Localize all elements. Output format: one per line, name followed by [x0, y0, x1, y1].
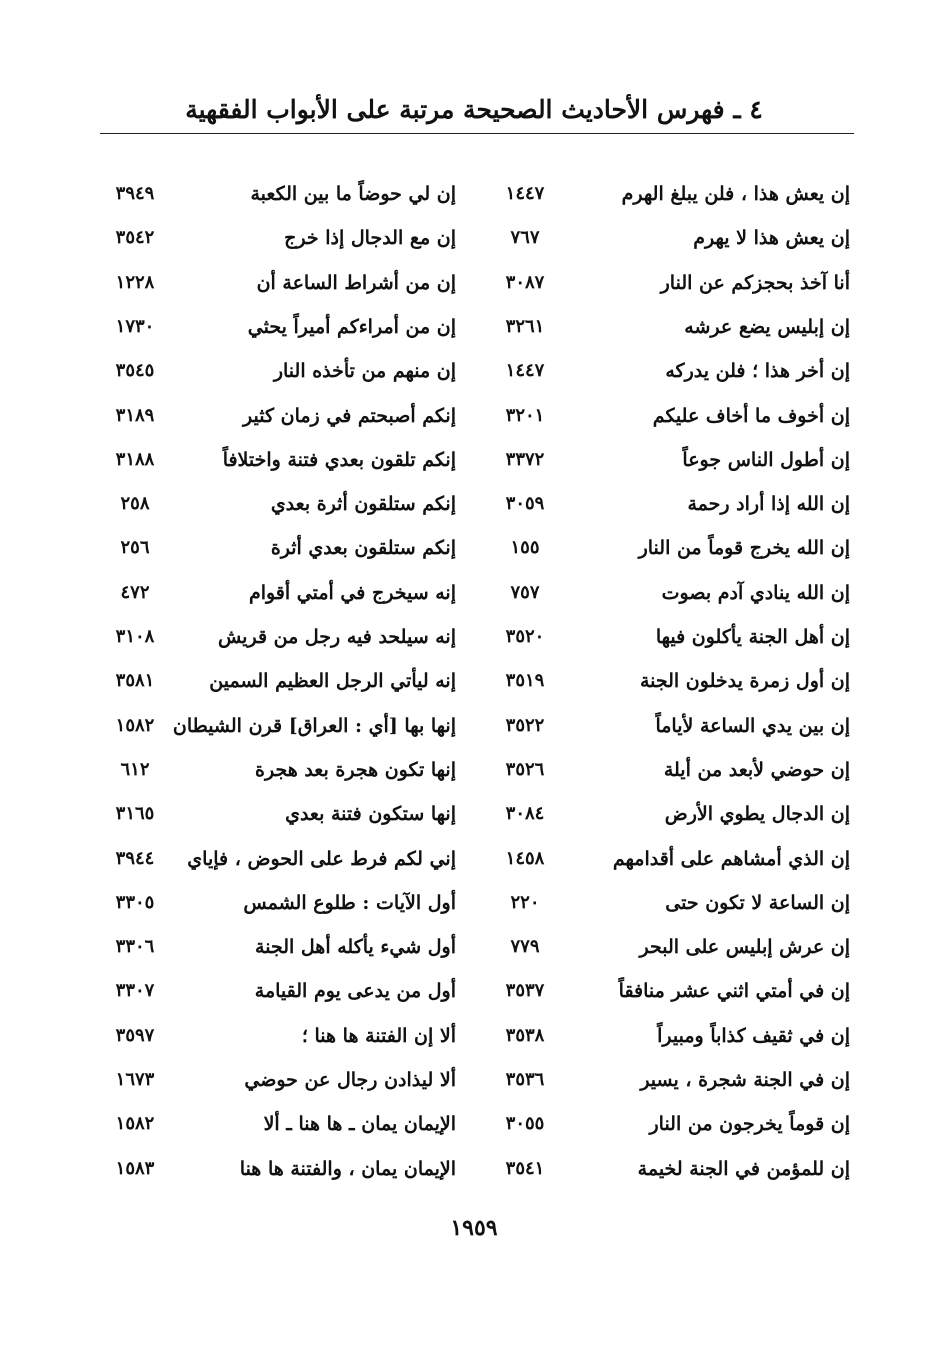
- hadith-number-left-column: ٣١٨٩: [115, 404, 155, 426]
- hadith-number-left-column: ١٥٨٣: [115, 1157, 155, 1179]
- hadith-text-left-column: إنكم تلقون بعدي فتنة واختلافاً: [222, 448, 456, 471]
- index-row: [0, 1058, 948, 1102]
- hadith-text-right-column: إن للمؤمن في الجنة لخيمة: [637, 1157, 850, 1180]
- hadith-number-right-column: ١٤٤٧: [505, 183, 545, 204]
- hadith-text-left-column: إن منهم من تأخذه النار: [273, 360, 456, 383]
- index-row: [0, 1147, 948, 1191]
- index-entries: [0, 172, 948, 1192]
- hadith-text-right-column: إن بين يدي الساعة لأياماً: [655, 714, 850, 737]
- hadith-text-right-column: إن أخر هذا ؛ فلن يدركه: [665, 360, 850, 383]
- hadith-text-right-column: إن الساعة لا تكون حتى: [665, 891, 850, 914]
- hadith-text-right-column: إن في ثقيف كذاباً ومبيراً: [657, 1024, 850, 1047]
- hadith-number-right-column: ٣٠٨٧: [505, 271, 545, 293]
- hadith-text-right-column: إن قوماً يخرجون من النار: [649, 1113, 850, 1136]
- hadith-number-left-column: ٢٥٦: [120, 537, 150, 559]
- hadith-number-left-column: ٤٧٢: [120, 581, 150, 603]
- hadith-text-left-column: إنها تكون هجرة بعد هجرة: [255, 758, 456, 781]
- index-row: [0, 792, 948, 836]
- index-row: [0, 172, 948, 216]
- hadith-text-right-column: إن الله يخرج قوماً من النار: [638, 537, 850, 560]
- hadith-number-left-column: ٣٥٩٧: [115, 1024, 155, 1046]
- hadith-text-left-column: إني لكم فرط على الحوض ، فإياي: [187, 847, 456, 870]
- hadith-text-right-column: إن يعش هذا لا يهرم: [693, 227, 850, 250]
- index-row: [0, 1102, 948, 1146]
- hadith-text-left-column: إنه ليأتي الرجل العظيم السمين: [209, 670, 456, 693]
- hadith-text-left-column: أول شيء يأكله أهل الجنة: [255, 936, 456, 959]
- hadith-number-right-column: ١٤٥٨: [505, 847, 545, 869]
- index-row: [0, 526, 948, 570]
- hadith-text-left-column: ألا ليذادن رجال عن حوضي: [244, 1069, 456, 1091]
- hadith-number-right-column: ٣٥١٩: [505, 670, 545, 692]
- hadith-number-left-column: ١٢٢٨: [115, 271, 155, 293]
- index-row: [0, 748, 948, 792]
- hadith-text-right-column: إن الله ينادي آدم بصوت: [661, 581, 850, 604]
- index-row: [0, 837, 948, 881]
- hadith-number-left-column: ٣٣٠٥: [115, 891, 155, 913]
- hadith-text-right-column: إن أخوف ما أخاف عليكم: [652, 404, 850, 427]
- index-row: [0, 305, 948, 349]
- hadith-number-right-column: ٧٥٧: [510, 581, 540, 603]
- hadith-number-right-column: ٣٣٧٢: [505, 448, 545, 470]
- hadith-text-left-column: الإيمان يمان ـ ها هنا ـ ألا: [263, 1113, 456, 1136]
- hadith-number-right-column: ٣٠٥٥: [505, 1113, 545, 1135]
- hadith-text-right-column: إن إبليس يضع عرشه: [684, 315, 850, 338]
- hadith-text-right-column: إن الذي أمشاهم على أقدامهم: [612, 847, 850, 870]
- hadith-number-right-column: ٣٥٢٢: [505, 714, 545, 736]
- index-row: [0, 881, 948, 925]
- hadith-text-left-column: إنه سيخرج في أمتي أقوام: [248, 581, 456, 604]
- index-row: [0, 615, 948, 659]
- hadith-number-right-column: ٢٢٠: [510, 891, 540, 913]
- hadith-text-left-column: الإيمان يمان ، والفتنة ها هنا: [239, 1157, 456, 1180]
- hadith-number-left-column: ١٥٨٢: [115, 1113, 155, 1135]
- hadith-number-left-column: ١٥٨٢: [115, 714, 155, 736]
- hadith-text-right-column: إن أول زمرة يدخلون الجنة: [639, 670, 850, 693]
- hadith-text-left-column: ألا إن الفتنة ها هنا ؛: [301, 1024, 456, 1047]
- index-row: [0, 969, 948, 1013]
- hadith-text-left-column: إن لي حوضاً ما بين الكعبة: [250, 183, 456, 205]
- hadith-number-right-column: ٣٥٣٧: [505, 980, 545, 1002]
- index-row: [0, 925, 948, 969]
- index-row: [0, 571, 948, 615]
- hadith-text-right-column: إن في الجنة شجرة ، يسير: [640, 1069, 850, 1091]
- hadith-number-right-column: ٣٥٣٦: [505, 1069, 545, 1090]
- hadith-number-right-column: ٣٥٤١: [505, 1157, 545, 1179]
- hadith-text-left-column: إنكم ستلقون بعدي أثرة: [270, 537, 456, 560]
- hadith-number-left-column: ٣١٨٨: [115, 448, 155, 470]
- hadith-text-right-column: إن أهل الجنة يأكلون فيها: [655, 626, 850, 648]
- hadith-text-left-column: إنه سيلحد فيه رجل من قريش: [217, 626, 456, 648]
- header-divider: [100, 133, 854, 134]
- index-row: [0, 1014, 948, 1058]
- index-row: [0, 261, 948, 305]
- hadith-text-left-column: أول من يدعى يوم القيامة: [254, 980, 456, 1003]
- hadith-text-left-column: إنكم أصبحتم في زمان كثير: [243, 404, 456, 427]
- hadith-number-left-column: ٣٣٠٦: [115, 936, 155, 958]
- hadith-number-right-column: ٣٥٣٨: [505, 1024, 545, 1046]
- hadith-number-right-column: ١٤٤٧: [505, 360, 545, 382]
- hadith-text-left-column: إنكم ستلقون أثرة بعدي: [270, 493, 456, 516]
- hadith-number-right-column: ٣٥٢٦: [505, 758, 545, 780]
- hadith-number-left-column: ٣٩٤٩: [115, 183, 155, 204]
- hadith-number-right-column: ٣٠٥٩: [505, 493, 545, 515]
- hadith-text-left-column: أول الآيات : طلوع الشمس: [243, 891, 456, 914]
- page-number: ١٩٥٩: [450, 1215, 498, 1241]
- hadith-number-right-column: ١٥٥: [510, 537, 540, 559]
- hadith-number-left-column: ٣٥٨١: [115, 670, 155, 692]
- index-row: [0, 659, 948, 703]
- hadith-number-left-column: ٦١٢: [120, 758, 150, 780]
- index-row: [0, 216, 948, 260]
- hadith-text-left-column: إنها بها [أي : العراق] قرن الشيطان: [172, 714, 456, 737]
- hadith-number-right-column: ٣٢٠١: [505, 404, 545, 426]
- hadith-text-left-column: إن من أشراط الساعة أن: [256, 271, 456, 294]
- hadith-number-left-column: ٣١٠٨: [115, 626, 155, 647]
- hadith-text-left-column: إنها ستكون فتنة بعدي: [285, 803, 456, 826]
- hadith-number-left-column: ٣٣٠٧: [115, 980, 155, 1002]
- hadith-text-left-column: إن مع الدجال إذا خرج: [284, 227, 456, 250]
- hadith-number-left-column: ٢٥٨: [120, 493, 150, 515]
- index-row: [0, 482, 948, 526]
- hadith-text-right-column: إن الله إذا أراد رحمة: [687, 493, 850, 516]
- hadith-number-right-column: ٣٥٢٠: [505, 626, 545, 647]
- hadith-text-right-column: إن حوضي لأبعد من أيلة: [663, 758, 850, 781]
- hadith-text-left-column: إن من أمراءكم أميراً يحثي: [247, 315, 456, 338]
- index-row: [0, 394, 948, 438]
- hadith-number-right-column: ٣٢٦١: [505, 315, 545, 337]
- hadith-number-left-column: ١٧٣٠: [115, 315, 155, 337]
- hadith-text-right-column: إن عرش إبليس على البحر: [639, 936, 850, 959]
- index-row: [0, 438, 948, 482]
- hadith-number-right-column: ٧٧٩: [510, 936, 540, 958]
- hadith-text-right-column: إن في أمتي اثني عشر منافقاً: [618, 980, 850, 1003]
- hadith-number-left-column: ٣٥٤٥: [115, 360, 155, 382]
- hadith-number-right-column: ٧٦٧: [510, 227, 540, 249]
- hadith-text-right-column: إن يعش هذا ، فلن يبلغ الهرم: [621, 183, 850, 205]
- hadith-number-left-column: ١٦٧٣: [115, 1069, 155, 1090]
- hadith-number-left-column: ٣٥٤٢: [115, 227, 155, 249]
- hadith-text-right-column: إن أطول الناس جوعاً: [682, 448, 850, 471]
- index-row: [0, 349, 948, 393]
- page-header-title: ٤ ـ فهرس الأحاديث الصحيحة مرتبة على الأبواب الفقهية: [185, 95, 763, 124]
- hadith-number-left-column: ٣٩٤٤: [115, 847, 155, 869]
- index-row: [0, 704, 948, 748]
- hadith-text-right-column: أنا آخذ بحجزكم عن النار: [660, 271, 850, 294]
- hadith-text-right-column: إن الدجال يطوي الأرض: [664, 803, 850, 826]
- hadith-number-left-column: ٣١٦٥: [115, 803, 155, 825]
- hadith-number-right-column: ٣٠٨٤: [505, 803, 545, 825]
